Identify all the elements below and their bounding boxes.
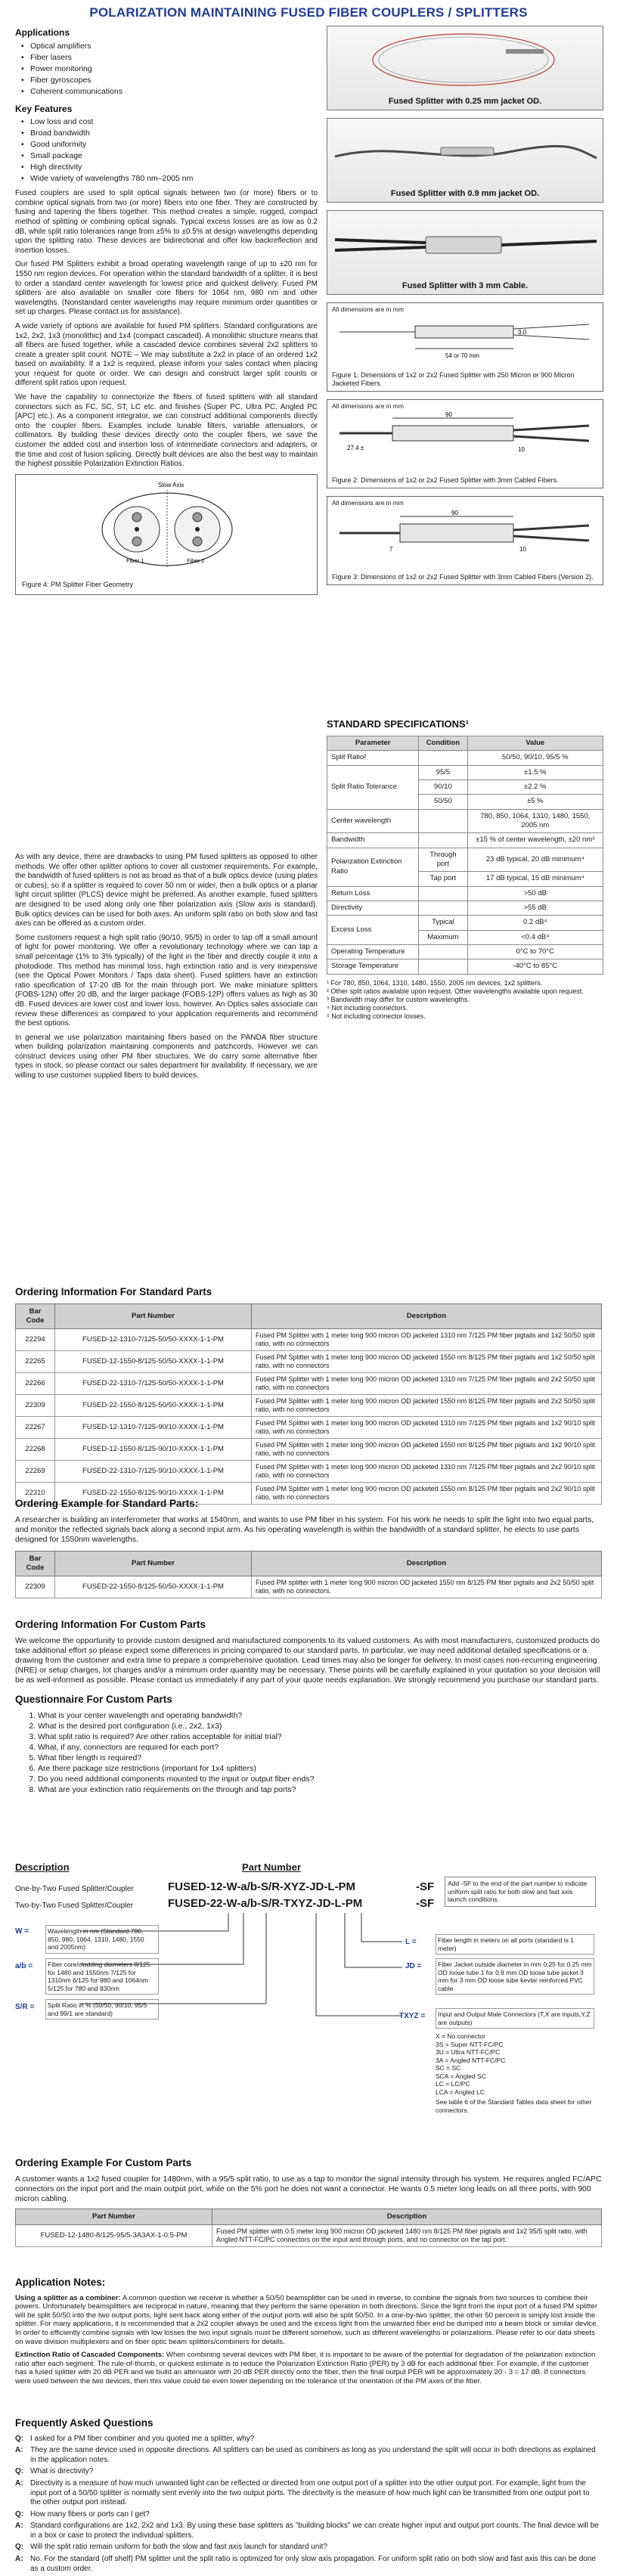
spec-cond: 90/10 bbox=[419, 780, 467, 794]
questionnaire-list bbox=[15, 1710, 602, 1795]
stress-rod bbox=[132, 513, 141, 522]
spec-cond: 50/50 bbox=[419, 795, 467, 809]
table-row bbox=[16, 1576, 602, 1598]
part-description: Fused PM Splitter with 1 meter long 900 micron OD jacketed 1550 nm 8/125 PM fiber pigtails and 2x2 90/10 split ratio, with no connectors bbox=[252, 1483, 602, 1505]
list-item: 2. What is the desired port configuration (i.e., 2x2, 1x3) bbox=[38, 1721, 602, 1731]
list-item: 5. What fiber length is required? bbox=[38, 1753, 602, 1763]
app-note-lead: Using a splitter as a combiner: bbox=[15, 2293, 121, 2302]
spec-value: -40°C to 85°C bbox=[467, 959, 603, 974]
two-by-two-label: Two-by-Two Fused Splitter/Coupler bbox=[15, 1902, 134, 1910]
part-description: Fused PM Splitter with 1 meter long 900 micron OD jacketed 1310 nm 7/125 PM fiber pigtails and 2x2 90/10 split ratio, with no connectors bbox=[252, 1461, 602, 1483]
table-row bbox=[16, 1439, 602, 1461]
example-standard-section bbox=[15, 1497, 602, 1598]
figure-caption: Figure 2: Dimensions of 1x2 or 2x2 Fused Splitter with 3mm Cabled Fibers. bbox=[332, 476, 559, 484]
intro-paragraph: We have the capability to connectorize the fibers of fused splitters with all standard connectors such as FC, SC, ST, LC etc. and finishes (Super PC, Ultra PC, Angled PC [APC] etc.). As a component integrator, we can construct additional components directly onto the coupler fibers. Examples include tunable filters, variable attenuators, or collimators. By building these devices directly onto the coupler fibers, we save the customer the added cost and insertion loss of intermediate connectors and adapters, or the time and cost of fusion splicing. Directly built devices are also the best way to maintain the highest possible Polarization Extinction Ratios. bbox=[15, 393, 318, 469]
application-notes-section bbox=[15, 2276, 602, 2390]
dimension-label: 90 bbox=[445, 411, 452, 419]
faq-text: They are the same device used in opposite directions. All splitters can be used as combiners as long as you understand the split will occur in both directions as explained in the application notes. bbox=[30, 2446, 596, 2464]
spec-value: ±2.2 % bbox=[467, 780, 603, 794]
list-item: • Power monitoring bbox=[21, 64, 318, 75]
part-number: FUSED-22-1310-7/125-50/50-XXXX-1-1-PM bbox=[55, 1373, 252, 1395]
spec-note: ² Other split ratios available upon request. Other wavelengths available upon request. bbox=[327, 987, 584, 995]
bar-code: 22265 bbox=[16, 1351, 55, 1373]
faq-question bbox=[15, 2435, 602, 2444]
key-value: Fiber core/cladding diameters 8/125 for 1480 and 1550nm 7/125 for 1310nm 6/125 for 980 and 1064nm 5/125 for 780 and 830nm bbox=[45, 1958, 159, 1995]
list-item: 8. What are your extinction ratio requirements on the through and tap ports? bbox=[38, 1784, 602, 1795]
part-number-key bbox=[15, 1861, 602, 2114]
list-item: 1. What is your center wavelength and operating bandwidth? bbox=[38, 1710, 602, 1721]
spec-cond bbox=[419, 809, 467, 833]
left-column bbox=[15, 24, 318, 603]
list-item: • Coherent communications bbox=[21, 86, 318, 98]
app-note-text: A common question we receive is whether a 50/50 beamsplitter can be used in reverse, to combine the signals from two sources to combine their powers. Unfortunately beamsplitters are reciprocal in nature, meaning that they perform the same operation in both directions. Since the light from the input port of a fused PM splitter will be split 50/50 into the two output ports, light sent back along either of the output ports will also be split 50/50. In a one-by-two splitter, the other 50 percent is simply lost inside the splitter. For many applications, it is recommended that a 2x2 coupler always be used and the excess light from the unwanted fiber end be dumped into a beam block or similar device. In order to efficiently combine signals with low losses the two input signals must be different somehow, such as different wavelengths or polarizations. Please refer to our data sheets on wave division multiplexers and on fiber optic beam splitters/combiners for details. bbox=[15, 2293, 599, 2346]
list-item: • Fiber lasers bbox=[21, 52, 318, 64]
dimension-label: 10 bbox=[519, 546, 526, 553]
product-photo bbox=[327, 118, 603, 203]
spec-value: ±1.5 % bbox=[467, 765, 603, 780]
part-number: FUSED-12-1480-8/125-95/5-3A3AX-1-0.5-PM bbox=[16, 2224, 212, 2246]
one-by-two-label: One-by-Two Fused Splitter/Coupler bbox=[15, 1885, 134, 1893]
spec-value: <0.4 dB⁴ bbox=[467, 930, 603, 944]
part-description: Fused PM splitter with 0.5 meter long 900 micron OD jacketed 1480 nm 8/125 PM fiber pigtails and 1x2 95/5 split ratio, with Angled NTT-FC/PC connectors on the input and through ports, and no connector on the tap port. bbox=[212, 2224, 602, 2246]
table-row bbox=[16, 1417, 602, 1439]
spec-param: Split Ratio Tolerance bbox=[327, 765, 419, 809]
bar-code: 22309 bbox=[16, 1576, 55, 1598]
intro-paragraph: Our fused PM Splitters exhibit a broad operating wavelength range of up to ±20 nm for 1550 nm region devices. For operation within the standard bandwidth of a splitter, it is best to order a standard center wavelength for lowest price and quickest delivery. Fused PM splitters are also available on smaller core fibers for 1064 nm, 980 nm and other wavelengths. (Nonstandard center wavelengths may require minimum order quantities or set up charges. Please contact us for assistance). bbox=[15, 260, 318, 317]
right-column bbox=[327, 26, 603, 593]
section-heading: Questionnaire For Custom Parts bbox=[15, 1693, 172, 1705]
column-header: Part Number bbox=[16, 2209, 212, 2224]
fiber-core bbox=[135, 527, 139, 532]
spec-param: Bandwidth bbox=[327, 833, 419, 848]
bar-code: 22294 bbox=[16, 1329, 55, 1351]
list-item: 4. What, if any, connectors are required for each port? bbox=[38, 1742, 602, 1753]
table-row bbox=[16, 1351, 602, 1373]
spec-param: Polarization Extinction Ratio bbox=[327, 848, 419, 886]
faq-answer bbox=[15, 2522, 602, 2540]
list-item: 3U = Ultra NTT-FC/PC bbox=[436, 2048, 501, 2056]
bar-code: 22266 bbox=[16, 1373, 55, 1395]
spec-param: Storage Temperature bbox=[327, 959, 419, 974]
dimension-note: All dimensions are in mm bbox=[332, 499, 404, 507]
standard-parts-section bbox=[15, 1285, 602, 1505]
fiber-2-label: Fiber 2 bbox=[187, 556, 205, 564]
fiber-geometry-figure bbox=[15, 474, 318, 595]
column-header: Description bbox=[252, 1551, 602, 1576]
key-label: JD = bbox=[405, 1962, 422, 1970]
spec-value: 23 dB typical, 20 dB minimum⁴ bbox=[467, 848, 603, 872]
bar-code: 22269 bbox=[16, 1461, 55, 1483]
column-header: Bar Code bbox=[16, 1551, 55, 1576]
table-row bbox=[16, 2224, 602, 2246]
connector-note: See table 6 of the Standard Tables data sheet for other connectors. bbox=[436, 2098, 592, 2114]
bar-code: 22310 bbox=[16, 1483, 55, 1505]
spec-value: ±5 % bbox=[467, 795, 603, 809]
spec-cond bbox=[419, 945, 467, 959]
bar-code: 22309 bbox=[16, 1395, 55, 1417]
cabled-fiber-image bbox=[327, 211, 603, 279]
section-heading: Ordering Example For Custom Parts bbox=[15, 2157, 192, 2168]
faq-question bbox=[15, 2510, 602, 2520]
dimension-label: 54 or 70 mm bbox=[445, 352, 479, 360]
part-description: Fused PM Splitter with 1 meter long 900 micron OD jacketed 1550 nm 8/125 PM fiber pigtails and 1x2 90/10 split ratio, with no connectors bbox=[252, 1439, 602, 1461]
spec-note: ⁴ Not including connectors. bbox=[327, 1003, 408, 1012]
spec-cond bbox=[419, 886, 467, 901]
product-photo bbox=[327, 26, 603, 110]
connector-list bbox=[436, 2032, 594, 2114]
fiber-core bbox=[195, 527, 200, 532]
list-item: • Optical amplifiers bbox=[21, 41, 318, 52]
faq-marker: Q: bbox=[15, 2509, 24, 2519]
column-header: Condition bbox=[419, 736, 467, 750]
key-label: S/R = bbox=[15, 2003, 35, 2011]
list-item: • Good uniformity bbox=[21, 139, 318, 150]
slow-axis-label: Slow Axis bbox=[158, 481, 184, 488]
list-item: LCA = Angled LC bbox=[436, 2088, 485, 2096]
app-note-text: When combining several devices with PM fiber, it is important to be aware of the potential for degradation of the polarization extinction ratio after each segment. The rule-of-thumb, or quickest estimate is to reduce the Polarization Extinction Ratio (PER) by 3 dB for each additional fiber. For example, if the customer has a fused splitter with 20 dB PER and we build an attenuator with 20 dB PER directly onto the fiber, then the final output PER will be approximately 20 - 3 = 17 dB. If connectors were used between the two devices, then this value could be even lower depending on the tolerance of the orientation of the PM axes of the fiber. bbox=[15, 2351, 596, 2385]
spec-param: Excess Loss bbox=[327, 916, 419, 945]
spec-cond: Through port bbox=[419, 848, 467, 872]
dimension-figure-3 bbox=[327, 496, 603, 585]
dimension-drawing bbox=[332, 314, 597, 362]
example-custom-table bbox=[15, 2209, 602, 2247]
faq-text: Standard configurations are 1x2, 2x2 and 1x3. By using these base splitters as "building blocks" we can create higher input and output port counts. The final device will be in a box or case to protect the individual splitters. bbox=[30, 2522, 599, 2540]
key-label: a/b = bbox=[15, 1962, 33, 1970]
specifications-section bbox=[327, 715, 603, 1021]
stress-rod bbox=[132, 537, 141, 546]
faq-text: I asked for a PM fiber combiner and you quoted me a splitter, why? bbox=[30, 2434, 255, 2443]
example-custom-section bbox=[15, 2156, 602, 2247]
column-heading: Description bbox=[15, 1861, 70, 1873]
spec-param: Operating Temperature bbox=[327, 945, 419, 959]
faq-list bbox=[15, 2435, 602, 2574]
part-description: Fused PM splitter with 1 meter long 900 micron OD jacketed 1550 nm 8/125 PM fiber pigtails and 2x2 50/50 split ratio, with no connectors. bbox=[252, 1576, 602, 1598]
dimension-note: All dimensions are in mm bbox=[332, 402, 404, 410]
part-description: Fused PM Splitter with 1 meter long 900 micron OD jacketed 1310 nm 7/125 PM fiber pigtails and 1x2 50/50 split ratio, with no connectors bbox=[252, 1329, 602, 1351]
table-row bbox=[16, 1373, 602, 1395]
column-header: Part Number bbox=[55, 1303, 252, 1329]
table-row bbox=[327, 848, 603, 872]
spec-notes bbox=[327, 979, 603, 1021]
list-item: SCA = Angled SC bbox=[436, 2072, 486, 2080]
section-heading: Application Notes: bbox=[15, 2277, 106, 2288]
page-title: POLARIZATION MAINTAINING FUSED FIBER COUPLERS / SPLITTERS bbox=[89, 5, 528, 20]
spec-cond bbox=[419, 833, 467, 848]
example-text: A researcher is building an interferometer that works at 1540nm, and wants to use PM fiber in his system. For his work he needs to split the light into two equal parts, and monitor the reflected signals back along a second input arm. As his operating wavelength is within the bandwidth of a standard splitter, he elects to use parts designed for 1550nm wavelengths. bbox=[15, 1514, 594, 1544]
sf-note: Add -SF to the end of the part number to indicate uniform split ratio for both slow and fast axis launch conditions. bbox=[445, 1877, 596, 1907]
part-description: Fused PM Splitter with 1 meter long 900 micron OD jacketed 1310 nm 7/125 PM fiber pigtails and 2x2 50/50 split ratio, with no connectors bbox=[252, 1373, 602, 1395]
table-row bbox=[327, 916, 603, 930]
key-value: Input and Output Male Connectors (T,X are inputs,Y,Z are outputs) bbox=[436, 2008, 594, 2029]
faq-marker: Q: bbox=[15, 2543, 24, 2552]
faq-section bbox=[15, 2416, 602, 2576]
specs-heading: STANDARD SPECIFICATIONS¹ bbox=[327, 718, 470, 730]
bar-code: 22268 bbox=[16, 1439, 55, 1461]
list-item: SC = SC bbox=[436, 2064, 461, 2072]
specs-table bbox=[327, 736, 603, 975]
app-note-paragraph bbox=[15, 2351, 602, 2385]
faq-answer bbox=[15, 2479, 602, 2508]
list-item: • Wide variety of wavelengths 780 nm–2005 nm bbox=[21, 173, 318, 184]
faq-marker: A: bbox=[15, 2522, 23, 2531]
key-value: Wavelength in nm (Standard 780, 850, 980, 1064, 1310, 1480, 1550 and 2005nm) bbox=[45, 1925, 159, 1954]
table-row bbox=[16, 1395, 602, 1417]
list-item: • High directivity bbox=[21, 162, 318, 173]
sf-suffix: -SF bbox=[416, 1897, 435, 1910]
jacketed-fiber-image bbox=[327, 119, 603, 187]
part-description: Fused PM Splitter with 1 meter long 900 micron OD jacketed 1550 nm 8/125 PM fiber pigtails and 1x2 50/50 split ratio, with no connectors bbox=[252, 1351, 602, 1373]
spec-cond: 95/5 bbox=[419, 765, 467, 780]
table-row bbox=[327, 886, 603, 901]
part-number: FUSED-12-1550-8/125-90/10-XXXX-1-1-PM bbox=[55, 1439, 252, 1461]
table-row bbox=[327, 751, 603, 765]
list-item: • Broad bandwidth bbox=[21, 128, 318, 139]
column-header: Parameter bbox=[327, 736, 419, 750]
faq-answer bbox=[15, 2446, 602, 2465]
table-row bbox=[327, 833, 603, 848]
column-header: Description bbox=[212, 2209, 602, 2224]
list-item: 7. Do you need additional components mounted to the input or output fiber ends? bbox=[38, 1774, 602, 1784]
part-number: FUSED-12-1310-7/125-90/10-XXXX-1-1-PM bbox=[55, 1417, 252, 1439]
table-row bbox=[327, 959, 603, 974]
part-number-1x2: FUSED-12-W-a/b-S/R-XYZ-JD-L-PM bbox=[168, 1880, 356, 1893]
faq-question bbox=[15, 2467, 602, 2477]
faq-text: Directivity is a measure of how much unwanted light can be reflected or directed from one output port of a splitter into the other output port. For example, light from the input port of a 50/50 splitter is normally sent evenly into the two output ports. The directivity is the measure of how much light can be transmitted from one output port to the other output port instead. bbox=[30, 2478, 590, 2507]
dimension-label: 10 bbox=[518, 446, 525, 454]
list-item: • Fiber gyroscopes bbox=[21, 75, 318, 86]
column-header: Part Number bbox=[55, 1551, 252, 1576]
spec-param: Directivity bbox=[327, 901, 419, 916]
coiled-fiber-image bbox=[327, 26, 603, 95]
part-description: Fused PM Splitter with 1 meter long 900 micron OD jacketed 1310 nm 7/125 PM fiber pigtails and 1x2 90/10 split ratio, with no connectors bbox=[252, 1417, 602, 1439]
stress-rod bbox=[193, 513, 202, 522]
dimension-drawing bbox=[332, 411, 597, 459]
key-value: Fiber Jacket outside diameter in mm 0.25 for 0.25 mm OD loose tube 1 for 0.9 mm OD loose tube jacket 3 mm for 3 mm OD loose tube kevlar reinforced PVC cable bbox=[436, 1958, 594, 1995]
drawbacks-section bbox=[15, 853, 318, 1086]
faq-text: What is directivity? bbox=[30, 2467, 94, 2476]
list-item: 3A = Angled NTT-FC/PC bbox=[436, 2056, 506, 2064]
column-header: Description bbox=[252, 1303, 602, 1329]
dimension-label: 27.4 ± bbox=[347, 445, 364, 452]
spec-param: Split Ratio² bbox=[327, 751, 419, 765]
part-number: FUSED-12-1310-7/125-50/50-XXXX-1-1-PM bbox=[55, 1329, 252, 1351]
spec-cond: Typical bbox=[419, 916, 467, 930]
figure-caption: Figure 4: PM Splitter Fiber Geometry bbox=[22, 581, 134, 589]
part-number: FUSED-22-1550-8/125-90/10-XXXX-1-1-PM bbox=[55, 1483, 252, 1505]
part-number: FUSED-22-1550-8/125-50/50-XXXX-1-1-PM bbox=[55, 1576, 252, 1598]
dimension-label: 3.0 bbox=[518, 329, 527, 336]
dimension-note: All dimensions are in mm bbox=[332, 305, 404, 313]
drawback-paragraph: In general we use polarization maintaining fibers based on the PANDA fiber structure when building polarization maintaining components and patchcords. However we can construct devices using other PM fiber structures. We do carry some alternative fiber types in stock, so please contact our sales department for availability. If necessary, we are willing to use customer supplied fibers to build devices. bbox=[15, 1033, 318, 1080]
faq-marker: Q: bbox=[15, 2467, 24, 2476]
faq-text: How many fibers or ports can I get? bbox=[30, 2509, 150, 2519]
spec-cond bbox=[419, 901, 467, 916]
spec-value: 17 dB typical, 15 dB minimum⁴ bbox=[467, 872, 603, 886]
custom-info-text: We welcome the opportunity to provide custom designed and manufactured components to its valued customers. As with most manufacturers, customized products do take additional effort so please expect some differences in pricing compared to our standard parts. In particular, we may need additional detailed specifications or a drawing from the customer and extra time to prepare a comprehensive quotation. Lead times may also be longer for delivery. In most cases non-recurring engineering (NRE) or setup charges, lot charges and/or a minimum order quantity may be necessary. These points will be carefully explained in your quotation so your decision will be as well-informed as possible. Please contact us immediately if any part of your quote needs explanation. We strongly recommend you purchase our standard parts. bbox=[15, 1635, 600, 1685]
applications-heading: Applications bbox=[15, 27, 70, 38]
bar-code: 22267 bbox=[16, 1417, 55, 1439]
dimension-label: 7 bbox=[389, 546, 393, 553]
spec-value: ±15 % of center wavelength, ±20 nm³ bbox=[467, 833, 603, 848]
key-features-list bbox=[15, 116, 318, 184]
key-value: Split Ratio in % (50/50, 90/10, 95/5 and 99/1 are standard) bbox=[45, 1999, 159, 2020]
sf-suffix: -SF bbox=[416, 1880, 435, 1893]
app-note-paragraph bbox=[15, 2294, 602, 2347]
list-item: • Low loss and cost bbox=[21, 116, 318, 128]
part-number: FUSED-12-1550-8/125-50/50-XXXX-1-1-PM bbox=[55, 1351, 252, 1373]
table-row bbox=[16, 1461, 602, 1483]
faq-text: Will the split ratio remain uniform for both the slow and fast axis launch for standard unit? bbox=[30, 2543, 327, 2552]
custom-info-section bbox=[15, 1618, 602, 1795]
dimension-figure-1 bbox=[327, 302, 603, 392]
column-header: Bar Code bbox=[16, 1303, 55, 1329]
key-label: TXYZ = bbox=[399, 2012, 426, 2020]
list-item: 3. What split ratio is required? Are other ratios acceptable for initial trial? bbox=[38, 1731, 602, 1742]
figure-caption: Figure 3: Dimensions of 1x2 or 2x2 Fused Splitter with 3mm Cabled Fibers (Version 2). bbox=[332, 573, 594, 581]
product-photo bbox=[327, 210, 603, 295]
table-row bbox=[327, 809, 603, 833]
intro-paragraph: Fused couplers are used to split optical signals between two (or more) fibers or to combine optical signals from two (or more) fibers into one fiber. They are constructed by fusing and tapering the fibers together. This method creates a simple, rugged, compact method of splitting or combining optical signals. Typical excess losses are as low as 0.2 dB, while split ratio tolerances range from ±5% to ±0.5% at design wavelengths depending upon the splitting ratio. These devices are bidirectional and offer low backreflection and insertion losses. bbox=[15, 189, 318, 255]
drawback-paragraph: Some customers request a high split ratio (90/10, 95/5) in order to tap off a small amount of light for power monitoring. We offer a revolutionary technology where we can tap a small percentage (1% to 3% typically) of the light in the fiber and directly couple it into a photodiode. This method has minimal loss, high extinction ratio and is very inexpensive (see the Optical Power Monitors / Taps data sheet). Fused splitters have an extinction ratio specification of 17-20 dB for the main through port. We make miniature splitters (FOBS-12N) offer 20 dB, and the larger package (FOBS-12P) offers values as high as 30 dB. Fused devices are lower cost and lower loss, however. An Optics sales associate can review these differences as compared to your application requirements and recommend the best options. bbox=[15, 933, 318, 1028]
spec-cond bbox=[419, 959, 467, 974]
standard-parts-table bbox=[15, 1303, 602, 1505]
example-text: A customer wants a 1x2 fused coupler for 1480nm, with a 95/5 split ratio, to use as a tap to monitor the signal intensity through his system. He requires angled FC/APC connectors on the input port and the main output port, while on the 5% port he does not want a connector. He wants 0.5 meter long leads on all three ports, with 900 micron cabling. bbox=[15, 2174, 602, 2203]
list-item: LC = LC/PC bbox=[436, 2080, 470, 2088]
applications-list bbox=[15, 41, 318, 98]
table-row bbox=[327, 901, 603, 916]
fiber-geometry-drawing bbox=[16, 475, 317, 588]
faq-question bbox=[15, 2543, 602, 2553]
column-header: Value bbox=[467, 736, 603, 750]
faq-text: No. For the standard (off shelf) PM splitter unit the split ratio is optimized for only slow axis propagation. For uniform split ratio on both slow and fast axis this can be done as a custom order. bbox=[30, 2555, 596, 2573]
section-heading: Ordering Example for Standard Parts: bbox=[15, 1498, 199, 1509]
part-number: FUSED-22-1550-8/125-50/50-XXXX-1-1-PM bbox=[55, 1395, 252, 1417]
faq-answer bbox=[15, 2555, 602, 2574]
table-row bbox=[327, 945, 603, 959]
example-standard-table bbox=[15, 1551, 602, 1599]
list-item: 3S = Super NTT-FC/PC bbox=[436, 2040, 504, 2048]
fiber-1-label: Fiber 1 bbox=[126, 556, 144, 564]
spec-value: >55 dB bbox=[467, 901, 603, 916]
key-label: L = bbox=[405, 1938, 417, 1946]
spec-cond: Maximum bbox=[419, 930, 467, 944]
column-heading: Part Number bbox=[242, 1861, 302, 1873]
figure-caption: Figure 1: Dimensions of 1x2 or 2x2 Fused Splitter with 250 Micron or 900 Micron Jacketed Fibers. bbox=[332, 371, 575, 387]
table-row bbox=[16, 1329, 602, 1351]
faq-marker: Q: bbox=[15, 2434, 24, 2443]
section-heading: Ordering Information For Standard Parts bbox=[15, 1286, 212, 1297]
spec-value: 0°C to 70°C bbox=[467, 945, 603, 959]
photo-caption: Fused Splitter with 3 mm Cable. bbox=[402, 281, 529, 290]
table-row bbox=[327, 765, 603, 780]
key-label: W = bbox=[15, 1927, 29, 1936]
photo-caption: Fused Splitter with 0.25 mm jacket OD. bbox=[388, 96, 542, 106]
list-item: 6. Are there package size restrictions (important for 1x4 splitters) bbox=[38, 1763, 602, 1774]
intro-paragraph: A wide variety of options are available for fused PM splitters. Standard configurations are 1x2, 2x2, 1x3 (monolithic) and 1x4 (compact cascaded). A monolithic structure means that all fibers are fused together, while a cascaded device combines several 2x2 splitters to create a greater split count. NOTE – We may substitute a 2x2 in place of an ordered 1x2 based on availability. If a 1x2 is required, please inform your sales contact when placing your request for quote or order. We can design and construct larger split counts or different split ratios upon request. bbox=[15, 321, 318, 388]
key-features-heading: Key Features bbox=[15, 103, 73, 114]
spec-param: Return Loss bbox=[327, 886, 419, 901]
dimension-label: 90 bbox=[451, 510, 458, 517]
key-value: Fiber length in meters on all ports (standard is 1 meter) bbox=[436, 1934, 594, 1954]
spec-note: ³ Bandwidth may differ for custom wavelengths. bbox=[327, 995, 470, 1003]
spec-param: Center wavelength bbox=[327, 809, 419, 833]
dimension-figure-2 bbox=[327, 399, 603, 488]
faq-marker: A: bbox=[15, 2555, 23, 2564]
faq-marker: A: bbox=[15, 2478, 23, 2488]
part-number-2x2: FUSED-22-W-a/b-S/R-TXYZ-JD-L-PM bbox=[168, 1897, 363, 1910]
spec-note: ¹ For 780, 850, 1064, 1310, 1480, 1550, 2005 nm devices, 1x2 splitters. bbox=[327, 978, 543, 987]
drawback-paragraph: As with any device, there are drawbacks to using PM fused splitters as opposed to other methods. We offer other splitter options to cover all customer requirements. For example, the bandwidth of fused splitters is not as broad as that of a bulk optics device (using plates or cubes), so if a splitter is required to cover 50 nm or wider, then a bulk optics or a planar light circuit splitter (PLCS) device might be preferred. As another example, fused splitters are designed to be used along only one fiber polarization axis (Slow axis is standard). Bulk optics devices can be used for both axes. An uniform split ratio on both slow and fast axes can be offered as a custom order. bbox=[15, 853, 318, 928]
spec-cond: Tap port bbox=[419, 872, 467, 886]
section-heading: Frequently Asked Questions bbox=[15, 2417, 153, 2429]
faq-marker: A: bbox=[15, 2446, 23, 2455]
spec-value: 0.2 dB⁴ bbox=[467, 916, 603, 930]
part-number: FUSED-22-1310-7/125-90/10-XXXX-1-1-PM bbox=[55, 1461, 252, 1483]
list-item: • Small package bbox=[21, 150, 318, 162]
spec-value: 50/50, 90/10, 95/5 % bbox=[467, 751, 603, 765]
spec-cond bbox=[419, 751, 467, 765]
photo-caption: Fused Splitter with 0.9 mm jacket OD. bbox=[390, 188, 540, 198]
section-heading: Ordering Information For Custom Parts bbox=[15, 1619, 206, 1630]
app-note-lead: Extinction Ratio of Cascaded Components: bbox=[15, 2351, 165, 2360]
dimension-drawing bbox=[332, 507, 597, 556]
spec-note: ⁵ Not including connector losses. bbox=[327, 1012, 426, 1020]
list-item: X = No connector bbox=[436, 2032, 485, 2040]
stress-rod bbox=[193, 537, 202, 546]
spec-value: >50 dB bbox=[467, 886, 603, 901]
part-description: Fused PM Splitter with 1 meter long 900 micron OD jacketed 1550 nm 8/125 PM fiber pigtails and 2x2 50/50 split ratio, with no connectors bbox=[252, 1395, 602, 1417]
spec-value: 780, 850, 1064, 1310, 1480, 1550, 2005 nm bbox=[467, 809, 603, 833]
